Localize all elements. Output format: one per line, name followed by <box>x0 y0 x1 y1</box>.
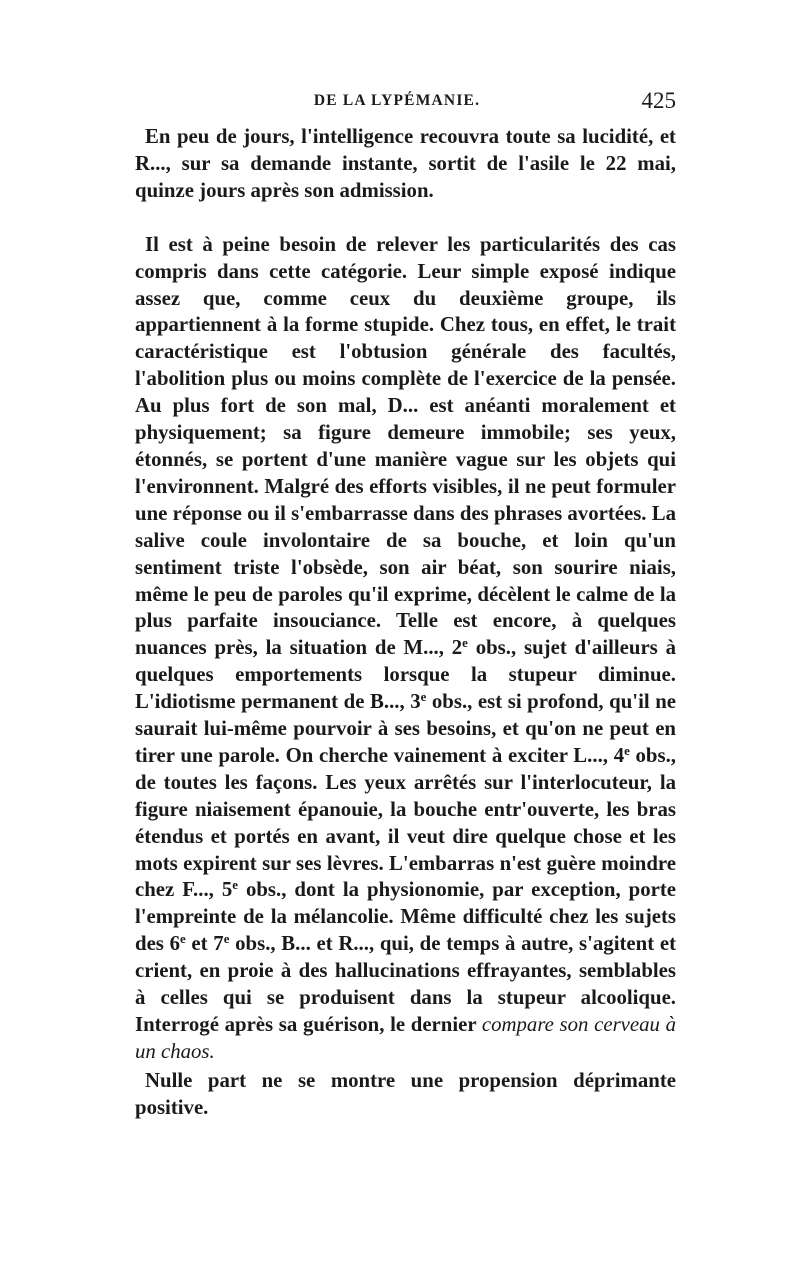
paragraph-2-text: obs., B... et R..., qui, de temps à autre, s'agitent et crient, en proie à des hallucinations effrayantes, semblables à celles qui se produisent dans la stupeur alcoolique. Interrogé après sa guérison, le dernier <box>135 932 676 1036</box>
paragraph-2-text: obs., de toutes les façons. Les yeux arrêtés sur l'interlocuteur, la figure niaisement épanouie, la bouche entr'ouverte, les bras étendus et portés en avant, il veut dire quelque chose et les mots expirent sur ses lèvres. L'embarras n'est guère moindre chez F..., 5 <box>135 743 676 902</box>
ordinal-superscript: e <box>232 878 238 893</box>
paragraph-2-text: obs., est si profond, qu'il ne saurait lui-même pourvoir à ses besoins, et qu'on ne peut en tirer une parole. On cherche vainement à exciter L..., 4 <box>135 690 676 767</box>
paragraph-2-text: obs., sujet d'ailleurs à quelques emportements lorsque la stupeur diminue. L'idiotisme permanent de B..., 3 <box>135 636 676 714</box>
paragraph-2-text: obs., dont la physionomie, par exception, porte l'empreinte de la mélancolie. Même difficulté chez les sujets des 6 <box>135 878 676 956</box>
paragraph-2 <box>135 232 676 1066</box>
italic-quote: compare son cerveau à un chaos. <box>135 1013 676 1063</box>
page-number: 425 <box>641 88 676 113</box>
ordinal-superscript: e <box>624 743 630 758</box>
paragraph-3: Nulle part ne se montre une propension déprimante positive. <box>135 1068 676 1119</box>
paragraph-1: En peu de jours, l'intelligence recouvra toute sa lucidité, et R..., sur sa demande instante, sortit de l'asile le 22 mai, quinze jours après son admission. <box>135 125 676 202</box>
paragraph-2-text: et 7 <box>185 932 224 956</box>
ordinal-superscript: e <box>180 932 186 947</box>
running-head <box>118 88 676 118</box>
body-text <box>135 124 676 1122</box>
ordinal-superscript: e <box>223 932 230 947</box>
running-title: DE LA LYPÉMANIE. <box>313 92 481 109</box>
ordinal-superscript: e <box>420 690 427 705</box>
paragraph-2-text: Il est à peine besoin de relever les particularités des cas compris dans cette catégorie. Leur simple exposé indique assez que, comme ceux du deuxième groupe, ils appartiennent à la forme stupide. Chez tous, en effet, le trait caractéristique est l'obtusion générale des facultés, l'abolition plus ou moins complète de l'exercice de la pensée. Au plus fort de son mal, D... est anéanti moralement et physiquement; sa figure demeure immobile; ses yeux, étonnés, se portent d'une manière vague sur les objets qui l'environnent. Malgré des efforts visibles, il ne peut formuler une réponse ou il s'embarrasse dans des phrases avortées. La salive coule involontaire de sa bouche, et loin qu'un sentiment triste l'obsède, son air béat, son sourire niais, même le peu de paroles qu'il exprime, décèlent le calme de la plus parfaite insouciance. Telle est encore, à quelques nuances près, la situation de M..., 2 <box>135 232 676 660</box>
ordinal-superscript: e <box>462 636 468 651</box>
